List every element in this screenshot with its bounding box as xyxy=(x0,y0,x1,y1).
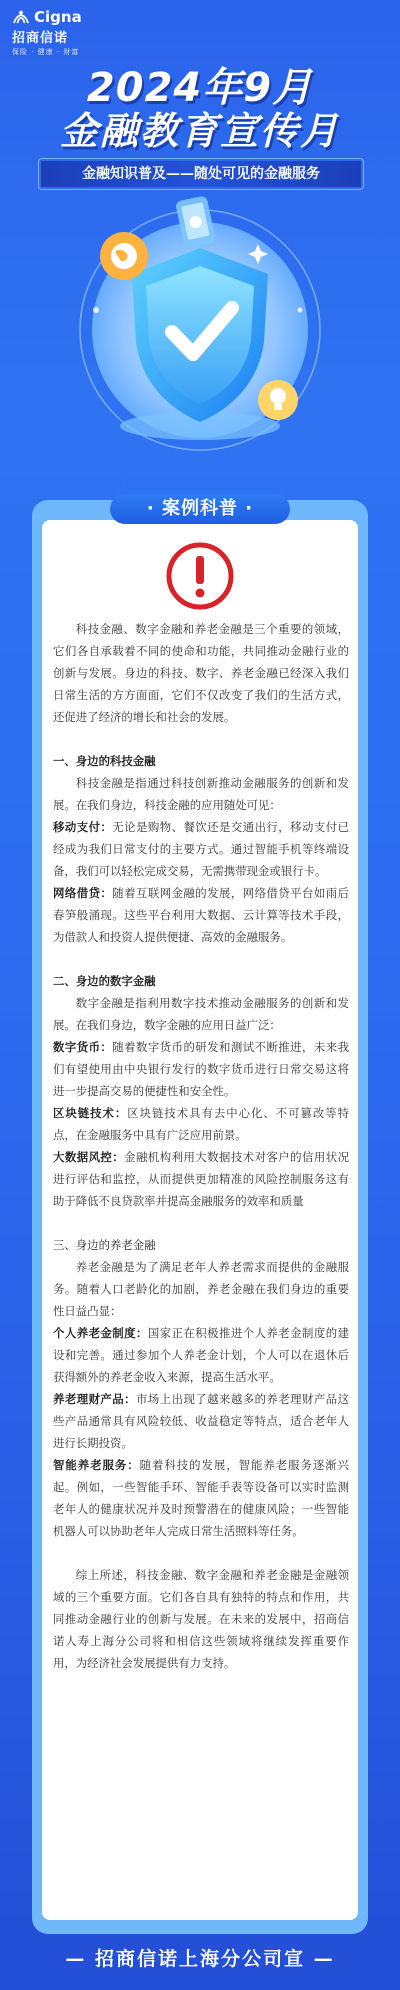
list-item: 网络借贷：随着互联网金融的发展，网络借贷平台如雨后春笋般涌现。这些平台利用大数据、云计算等技术手段，为借款人和投资人提供便捷、高效的金融服务。 xyxy=(53,886,349,944)
section-paragraph: 养老金融是为了满足老年人养老需求而提供的金融服务。随着人口老龄化的加剧，养老金融在我们身边的重要性日益凸显： xyxy=(53,1260,349,1318)
subtitle-banner xyxy=(38,158,364,190)
lightbulb-icon xyxy=(258,380,298,420)
list-item: 养老理财产品：市场上出现了越来越多的养老理财产品这些产品通常具有风险较低、收益稳定等特点，适合老年人进行长期投资。 xyxy=(53,1392,349,1450)
list-item: 个人养老金制度：国家正在积极推进个人养老金制度的建设和完善。通过参加个人养老金计划，个人可以在退休后获得额外的养老金收入来源，提高生活水平。 xyxy=(53,1326,349,1384)
title-year: 2024年9月 xyxy=(86,65,314,111)
conclusion-paragraph: 综上所述，科技金融、数字金融和养老金融是金融领域的三个重要方面。它们各自具有独特的特点和作用，共同推动金融行业的创新与发展。在未来的发展中，招商信诺人寿上海分公司将和相信这些领域将继续发挥重要作用，为经济社会发展提供有力支持。 xyxy=(53,1568,349,1670)
globe-icon xyxy=(100,232,148,280)
brand-name-cn: 招商信诺 xyxy=(12,31,69,46)
section-paragraph: 数字金融是指利用数字技术推动金融服务的创新和发展。在我们身边，数字金融的应用日益广泛： xyxy=(53,996,349,1032)
footer-signature: — 招商信诺上海分公司宣 — xyxy=(65,1948,335,1970)
article-body xyxy=(53,618,349,1674)
section-heading-digital: 二、身边的数字金融 xyxy=(53,974,156,988)
section-heading-tech: 一、身边的科技金融 xyxy=(53,754,156,768)
cigna-tree-icon xyxy=(12,10,30,24)
intro-paragraph: 科技金融、数字金融和养老金融是三个重要的领域，它们各自承载着不同的使命和功能，共同推动金融行业的创新与发展。身边的科技、数字、养老金融已经深入我们日常生活的方方面面，它们不仅改变了我们的生活方式，还促进了经济的增长和社会的发展。 xyxy=(53,622,349,724)
list-item: 数字货币：随着数字货币的研发和测试不断推进，未来我们有望使用由中央银行发行的数字货币进行日常交易这将进一步提高交易的便捷性和安全性。 xyxy=(53,1040,349,1098)
brand-name-en: Cigna xyxy=(34,8,82,26)
section-heading-pension: 三、身边的养老金融 xyxy=(53,1238,156,1252)
page-title: 金融教育宣传月 xyxy=(59,109,340,153)
brand-logo xyxy=(12,8,82,57)
list-item: 智能养老服务：随着科技的发展，智能养老服务逐渐兴起。例如，一些智能手环、智能手表等设备可以实时监测老年人的健康状况并及时预警潜在的健康风险；一些智能机器人可以协助老年人完成日常生活照料等任务。 xyxy=(53,1458,349,1538)
hero-illustration xyxy=(0,190,400,460)
list-item: 区块链技术：区块链技术具有去中心化、不可篡改等特点，在金融服务中具有广泛应用前景。 xyxy=(53,1106,349,1142)
list-item: 移动支付：无论是购物、餐饮还是交通出行，移动支付已经成为我们日常支付的主要方式。通过智能手机等终端设备，我们可以轻松完成交易，无需携带现金或银行卡。 xyxy=(53,820,349,878)
subtitle-text: 金融知识普及——随处可见的金融服务 xyxy=(82,166,320,182)
brand-tagline: 保险 · 健康 · 财富 xyxy=(12,48,80,56)
section-paragraph: 科技金融是指通过科技创新推动金融服务的创新和发展。在我们身边，科技金融的应用随处可见： xyxy=(53,776,349,812)
list-item: 大数据风控：金融机构利用大数据技术对客户的信用状况进行评估和监控，从而提供更加精准的风险控制服务这有助于降低不良贷款率并提高金融服务的效率和质量 xyxy=(53,1150,349,1208)
exclamation-alert-icon xyxy=(164,540,236,612)
section-tab: · 案例科普 · xyxy=(110,494,290,524)
